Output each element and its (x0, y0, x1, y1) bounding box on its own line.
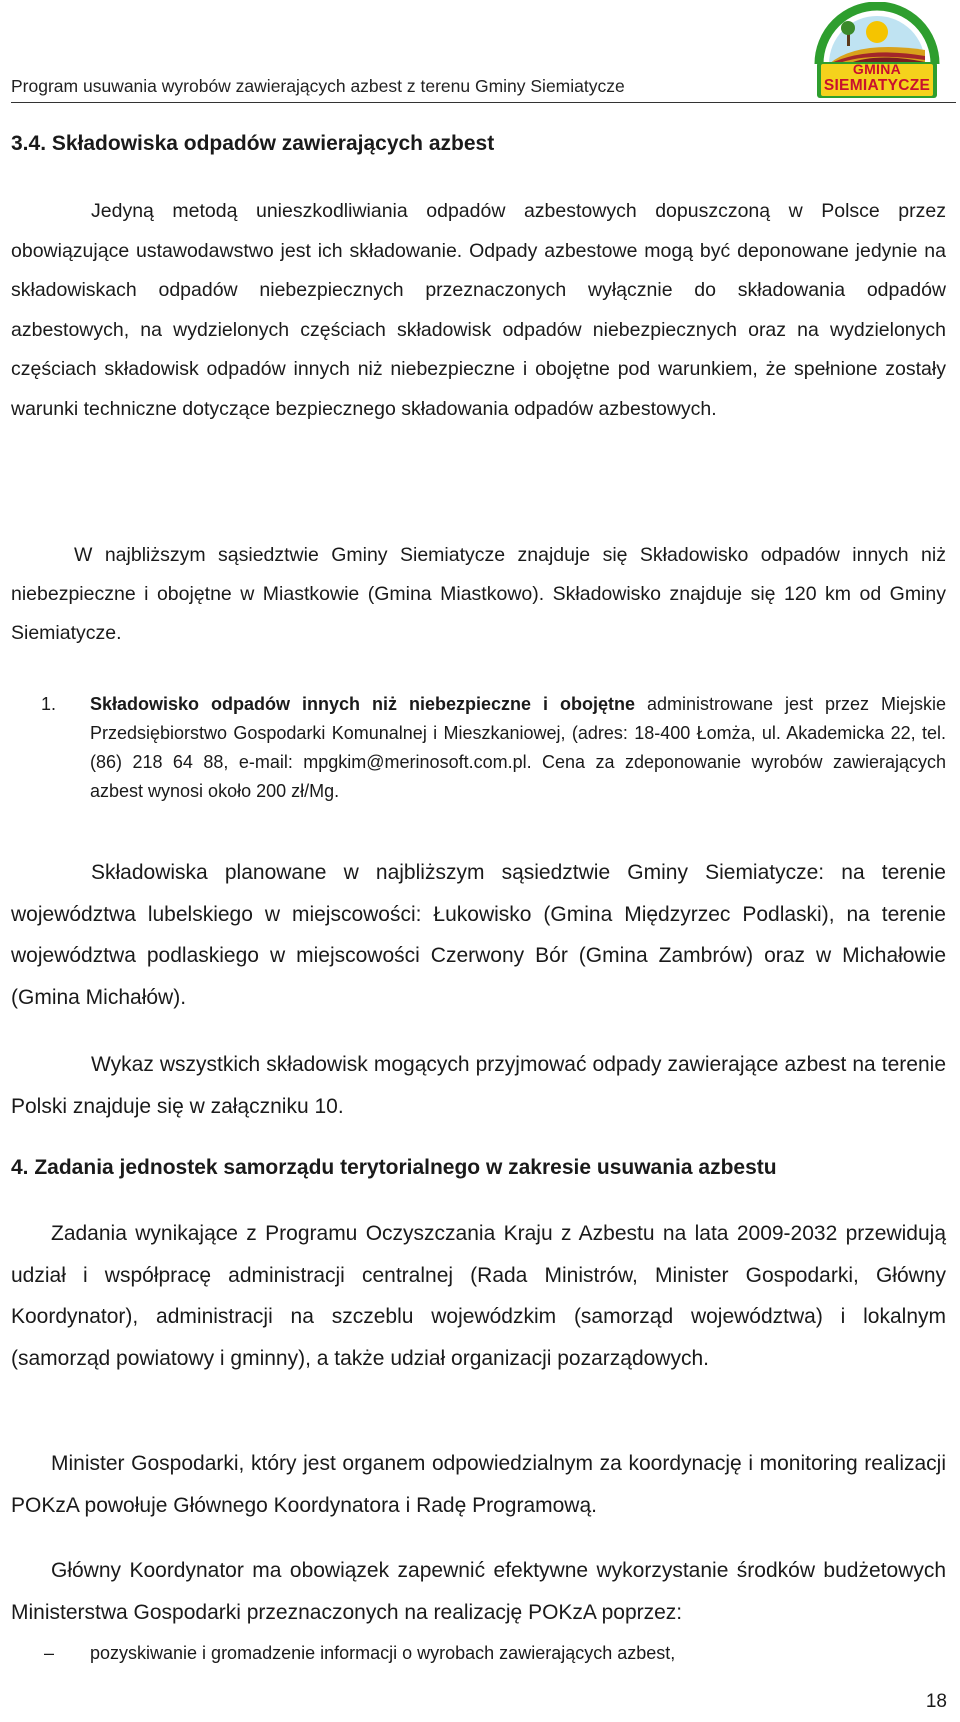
section-3-4-heading: 3.4. Składowiska odpadów zawierających azbest (11, 132, 495, 155)
bullet-item (41, 1641, 946, 1665)
list-item-landfill-miastkowo (41, 690, 946, 806)
list-item-text: administrowane jest przez Miejskie Przedsiębiorstwo Gospodarki Komunalnej i Mieszkaniowej, (adres: 18-400 Łomża, ul. Akademicka 22, tel. (86) 218 64 88, e-mail: mpgkim@merinosoft.com.pl. Cena za zdeponowanie wyrobów zawierających azbest wynosi około 200 zł/Mg. (90, 694, 946, 801)
gmina-siemiatycze-logo (807, 2, 947, 100)
header-divider (11, 102, 956, 103)
document-title: Program usuwania wyrobów zawierających azbest z terenu Gminy Siemiatycze (11, 76, 625, 96)
section-4-paragraph-1: Zadania wynikające z Programu Oczyszczania Kraju z Azbestu na lata 2009-2032 przewidują udział i współpracę administracji centralnej (Rada Ministrów, Minister Gospodarki, Główny Koordynator), administracji na szczeblu wojewódzkim (samorząd województwa) i lokalnym (samorząd powiatowy i gminny), a także udział organizacji pozarządowych. (11, 1222, 946, 1370)
list-item-bold-lead: Składowisko odpadów innych niż niebezpieczne i obojętne (90, 694, 635, 714)
logo-line-gmina: GMINA (852, 61, 902, 77)
section-3-4-paragraph-1: Jedyną metodą unieszkodliwiania odpadów azbestowych dopuszczoną w Polsce przez obowiązujące ustawodawstwo jest ich składowanie. Odpady azbestowe mogą być deponowane jedynie na składowiskach odpadów niebezpiecznych przeznaczonych wyłącznie do składowania odpadów azbestowych, na wydzielonych częściach składowisk odpadów niebezpiecznych oraz na wydzielonych częściach składowisk odpadów innych niż niebezpieczne i obojętne pod warunkiem, że spełnione zostały warunki techniczne dotyczące bezpiecznego składowania odpadów azbestowych. (11, 200, 946, 420)
section-3-4-paragraph-4: Wykaz wszystkich składowisk mogących przyjmować odpady zawierające azbest na terenie Polski znajduje się w załączniku 10. (11, 1053, 946, 1118)
page-number: 18 (925, 1691, 947, 1712)
section-4-paragraph-2: Minister Gospodarki, który jest organem odpowiedzialnym za koordynację i monitoring realizacji POKzA powołuje Głównego Koordynatora i Radę Programową. (11, 1452, 946, 1517)
section-3-4-paragraph-3: Składowiska planowane w najbliższym sąsiedztwie Gminy Siemiatycze: na terenie województwa lubelskiego w miejscowości: Łukowisko (Gmina Międzyrzec Podlaski), na terenie województwa podlaskiego w miejscowości Czerwony Bór (Gmina Zambrów) oraz w Michałowie (Gmina Michałów). (11, 861, 946, 1009)
section-3-4-paragraph-2: W najbliższym sąsiedztwie Gminy Siemiatycze znajduje się Składowisko odpadów innych niż niebezpieczne i obojętne w Miastkowie (Gmina Miastkowo). Składowisko znajduje się 120 km od Gminy Siemiatycze. (11, 544, 946, 644)
list-item-number: 1. (41, 694, 57, 714)
bullet-item-text: pozyskiwanie i gromadzenie informacji o wyrobach zawierających azbest, (90, 1643, 676, 1663)
section-4-paragraph-3: Główny Koordynator ma obowiązek zapewnić efektywne wykorzystanie środków budżetowych Ministerstwa Gospodarki przeznaczonych na realizację POKzA poprzez: (11, 1559, 946, 1624)
list-item-body (90, 690, 946, 806)
bullet-dash-marker: – (44, 1643, 55, 1663)
section-4-heading: 4. Zadania jednostek samorządu terytorialnego w zakresie usuwania azbestu (11, 1156, 777, 1179)
logo-line-siemiatycze: SIEMIATYCZE (823, 77, 931, 94)
